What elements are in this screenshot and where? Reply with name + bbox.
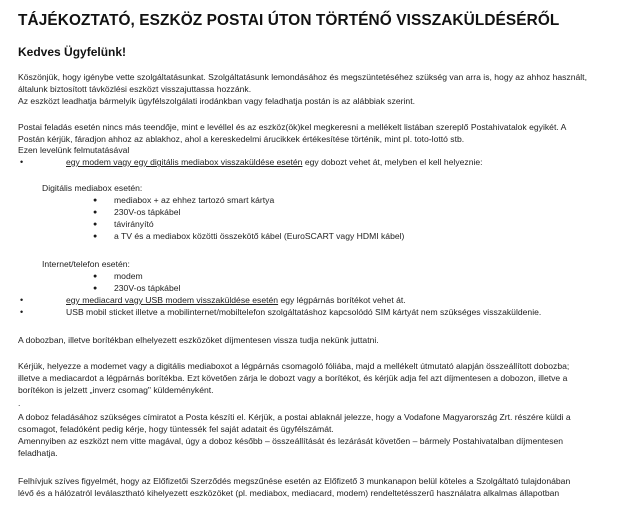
sub-bullet-icon: ● xyxy=(93,197,98,204)
paragraph-1-line: általunk biztosított távközlési eszközt visszajuttassa hozzánk. xyxy=(18,84,252,94)
digital-item: távirányító xyxy=(114,219,154,229)
paragraph-1-line: Köszönjük, hogy igénybe vette szolgáltatásunkat. Szolgáltatásunk lemondásához és megszüntetéséhez szükség van arra is, hogy az ahhoz használt, xyxy=(18,72,587,82)
paragraph-4-line: borítékon is jelzett „inverz csomag" küldeményként. xyxy=(18,385,214,395)
bullet-icon: • xyxy=(20,307,24,317)
paragraph-3: A dobozban, illetve borítékban elhelyezett eszközöket díjmentesen vissza tudja nekünk juttatni. xyxy=(18,335,379,345)
digital-item: mediabox + az ehhez tartozó smart kártya xyxy=(114,195,275,205)
paragraph-1-line: Az eszközt leadhatja bármelyik ügyfélszolgálati irodánkban vagy feladhatja postán is az alábbiak szerint. xyxy=(18,96,415,106)
paragraph-4-line: Kérjük, helyezze a modemet vagy a digitális mediaboxot a légpárnás csomagoló fóliába, majd a mellékelt útmutató alapján összeállított dobozba; xyxy=(18,361,570,371)
paragraph-5-line: csomagot, feladóként pedig kérje, hogy tüntessék fel saját adatait és ügyfélszámát. xyxy=(18,424,334,434)
paragraph-5-line: feladhatja. xyxy=(18,448,58,458)
bullet-modem-box-rest: egy dobozt vehet át, melyben el kell helyeznie: xyxy=(302,157,483,167)
bullet-mediacard-underlined: egy mediacard vagy USB modem visszaküldése esetén xyxy=(66,295,279,305)
stray-dot: . xyxy=(18,398,21,408)
sub-bullet-icon: ● xyxy=(93,221,98,228)
bullet-icon: • xyxy=(20,157,24,167)
sub-bullet-icon: ● xyxy=(93,273,98,280)
digital-mediabox-heading: Digitális mediabox esetén: xyxy=(42,183,143,193)
paragraph-2-line: Postán kérjük, fáradjon ahhoz az ablakhoz, ahol a kereskedelmi árucikkek értékesítése történik, mint pl. toto-lottó stb. xyxy=(18,134,465,144)
bullet-usb-stick: USB mobil sticket illetve a mobilinternet/mobiltelefon szolgáltatáshoz kapcsolódó SIM kártyát nem szükséges visszaküldenie. xyxy=(66,307,542,317)
paragraph-6-line: lévő és a hálózatról leválasztható kihelyezett eszközöket (pl. mediabox, mediacard, modem) rendeltetésszerű használatra alkalmas állapotban xyxy=(18,488,560,498)
page-title: TÁJÉKOZTATÓ, ESZKÖZ POSTAI ÚTON TÖRTÉNŐ VISSZAKÜLDÉSÉRŐL xyxy=(18,12,560,29)
bullet-icon: • xyxy=(20,295,24,305)
paragraph-4-line: illetve a mediacardot a légpárnás borítékba. Ezt követően zárja le dobozt vagy a borítékot, és kérjük adja fel azt díjmentesen a dobozon, illetve a xyxy=(18,373,568,383)
bullet-mediacard-rest: egy légpárnás borítékot vehet át. xyxy=(278,295,406,305)
sub-bullet-icon: ● xyxy=(93,285,98,292)
sub-bullet-icon: ● xyxy=(93,209,98,216)
digital-item: 230V-os tápkábel xyxy=(114,207,181,217)
paragraph-6-line: Felhívjuk szíves figyelmét, hogy az Előfizetői Szerződés megszűnése esetén az Előfizető 3 munkanapon belül köteles a Szolgáltató tulajdonában xyxy=(18,476,571,486)
internet-heading: Internet/telefon esetén: xyxy=(42,259,130,269)
paragraph-2-line: Postai feladás esetén nincs más teendője, mint e levéllel és az eszköz(ök)kel megkeresni a mellékelt listában szereplő Postahivatalok egyikét. A xyxy=(18,122,567,132)
bullet-mediacard xyxy=(66,295,406,306)
internet-item: modem xyxy=(114,271,143,281)
bullet-modem-box-underlined: egy modem vagy egy digitális mediabox visszaküldése esetén xyxy=(66,157,303,167)
paragraph-2-line: Ezen levelünk felmutatásával xyxy=(18,145,130,155)
sub-bullet-icon: ● xyxy=(93,233,98,240)
internet-item: 230V-os tápkábel xyxy=(114,283,181,293)
paragraph-5-line: A doboz feladásához szükséges címiratot a Posta készíti el. Kérjük, a postai ablaknál jelezze, hogy a Vodafone Magyarország Zrt. részére küldi a xyxy=(18,412,571,422)
digital-item: a TV és a mediabox közötti összekötő kábel (EuroSCART vagy HDMI kábel) xyxy=(114,231,405,241)
paragraph-5-line: Amennyiben az eszközt nem vitte magával, úgy a doboz később – összeállítását és lezárását követően – bármely Postahivatalban díjmentesen xyxy=(18,436,564,446)
bullet-modem-box xyxy=(66,157,483,168)
greeting: Kedves Ügyfelünk! xyxy=(18,45,127,59)
